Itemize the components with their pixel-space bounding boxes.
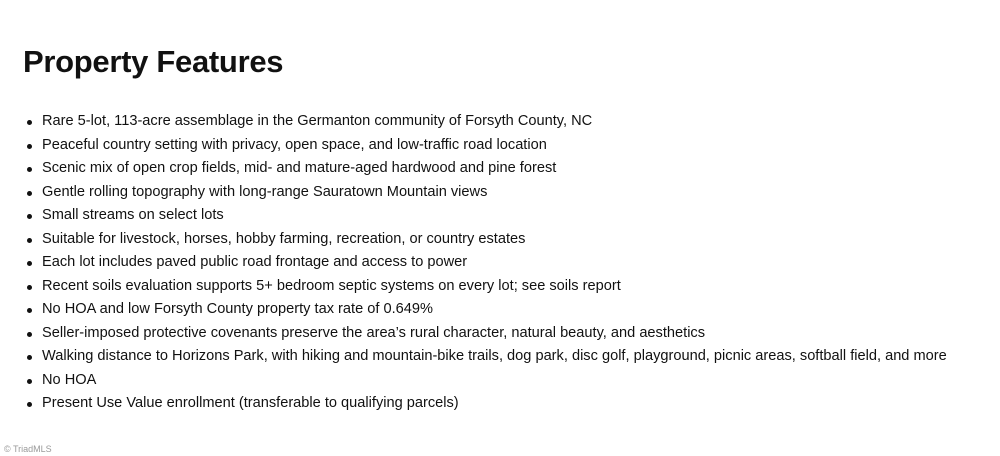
- list-item-text: Peaceful country setting with privacy, open space, and low-traffic road location: [42, 136, 547, 153]
- bullet-icon: [27, 144, 32, 149]
- list-item: [26, 181, 996, 205]
- list-item-text: No HOA and low Forsyth County property tax rate of 0.649%: [42, 301, 433, 317]
- list-item-text: Suitable for livestock, horses, hobby farming, recreation, or country estates: [42, 230, 526, 247]
- bullet-icon: [27, 120, 32, 125]
- bullet-icon: [27, 308, 32, 313]
- list-item: [26, 157, 996, 181]
- bullet-icon: [27, 261, 32, 266]
- list-item-text: Present Use Value enrollment (transferable to qualifying parcels): [42, 395, 459, 411]
- list-item-text: Gentle rolling topography with long-range Sauratown Mountain views: [42, 183, 488, 200]
- list-item-text: Walking distance to Horizons Park, with hiking and mountain-bike trails, dog park, disc golf, playground, picnic areas, softball field, and more: [42, 348, 947, 364]
- page-title: Property Features: [23, 44, 284, 79]
- list-item: [26, 322, 996, 346]
- list-item: [26, 204, 996, 228]
- list-item: [26, 275, 996, 299]
- bullet-icon: [27, 402, 32, 407]
- list-item-text: No HOA: [42, 371, 97, 388]
- bullet-icon: [27, 355, 32, 360]
- list-item: [26, 298, 996, 322]
- list-item: [26, 392, 996, 416]
- list-item-text: Rare 5-lot, 113-acre assemblage in the Germanton community of Forsyth County, NC: [42, 113, 593, 129]
- bullet-icon: [27, 214, 32, 219]
- bullet-icon: [27, 238, 32, 243]
- feature-list: [26, 110, 996, 416]
- list-item-text: Each lot includes paved public road frontage and access to power: [42, 254, 468, 270]
- list-item-text: Small streams on select lots: [42, 207, 224, 223]
- list-item: [26, 369, 996, 393]
- list-item: [26, 228, 996, 252]
- list-item-text: Seller-imposed protective covenants preserve the area’s rural character, natural beauty, and aesthetics: [42, 324, 706, 341]
- list-item-text: Recent soils evaluation supports 5+ bedroom septic systems on every lot; see soils report: [42, 277, 621, 294]
- bullet-icon: [27, 285, 32, 290]
- bullet-icon: [27, 332, 32, 337]
- list-item: [26, 251, 996, 275]
- list-item: [26, 110, 996, 134]
- bullet-icon: [27, 379, 32, 384]
- list-item-text: Scenic mix of open crop fields, mid- and mature-aged hardwood and pine forest: [42, 160, 557, 176]
- mls-watermark: © TriadMLS: [4, 444, 52, 454]
- list-item: [26, 345, 996, 369]
- list-item: [26, 134, 996, 158]
- bullet-icon: [27, 167, 32, 172]
- bullet-icon: [27, 191, 32, 196]
